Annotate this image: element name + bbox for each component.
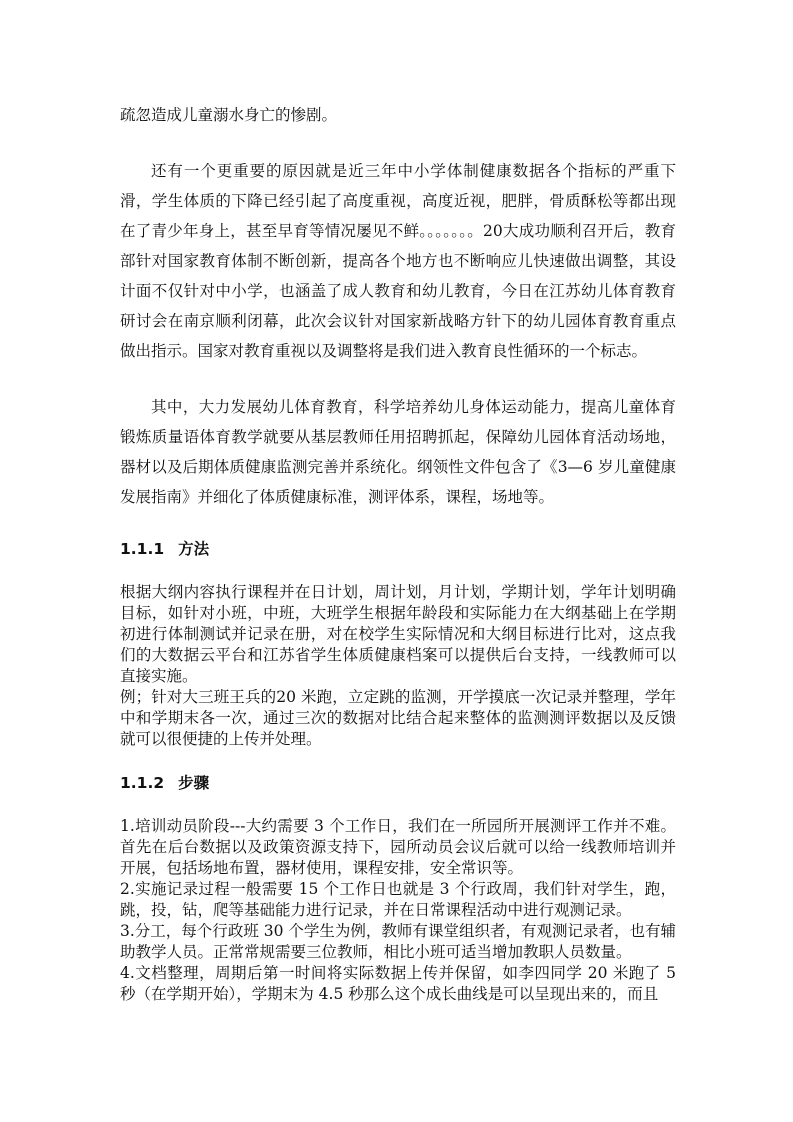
spacer [120, 130, 676, 156]
section-heading-method [120, 538, 676, 560]
section-number: 1.1.2 [120, 774, 165, 792]
spacer [120, 794, 676, 816]
step-item: 3.分工，每个行政班 30 个学生为例，教师有课堂组织者，有观测记录者，也有辅助教学人员。正常常规需要三位教师，相比小班可适当增加教职人员数量。 [120, 922, 676, 961]
section-title: 步骤 [178, 774, 210, 792]
spacer [120, 750, 676, 772]
spacer [120, 366, 676, 392]
paragraph-background: 还有一个更重要的原因就是近三年中小学体制健康数据各个指标的严重下滑，学生体质的下降已经引起了高度重视，高度近视，肥胖，骨质酥松等都出现在了青少年身上，甚至早育等情况屡见不鲜。。。。。。。20大成功顺利召开后，教育部针对国家教育体制不断创新，提高各个地方也不断响应儿快速做出调整，其设计面不仅针对中小学，也涵盖了成人教育和幼儿教育，今日在江苏幼儿体育教育研讨会在南京顺利闭幕，此次会议针对国家新战略方针下的幼儿园体育教育重点做出指示。国家对教育重视以及调整将是我们进入教育良性循环的一个标志。 [120, 162, 676, 360]
section-number: 1.1.1 [120, 540, 165, 558]
opening-line: 疏忽造成儿童溺水身亡的惨剧。 [120, 106, 338, 124]
step-item: 2.实施记录过程一般需要 15 个工作日也就是 3 个行政周，我们针对学生，跑，跳，投，钻，爬等基础能力进行记录，并在日常课程活动中进行观测记录。 [120, 880, 676, 919]
step-item: 4.文档整理，周期后第一时间将实际数据上传并保留，如李四同学 20 米跑了 5 秒（在学期开始），学期末为 4.5 秒那么这个成长曲线是可以呈现出来的，而且 [120, 964, 676, 1003]
document-body [120, 100, 676, 1005]
paragraph-development: 其中，大力发展幼儿体育教育，科学培养幼儿身体运动能力，提高儿童体育锻炼质量语体育教学就要从基层教师任用招聘抓起，保障幼儿园体育活动场地，器材以及后期体质健康监测完善并系统化。纲领性文件包含了《3—6 岁儿童健康发展指南》并细化了体质健康标准，测评体系，课程，场地等。 [120, 398, 676, 506]
step-item: 1.培训动员阶段---大约需要 3 个工作日，我们在一所园所开展测评工作并不难。首先在后台数据以及政策资源支持下，园所动员会议后就可以给一线教师培训并开展，包括场地布置，器材使用，课程安排，安全常识等。 [120, 817, 676, 877]
section-heading-steps [120, 772, 676, 794]
spacer [120, 560, 676, 582]
spacer [120, 512, 676, 538]
method-text: 根据大纲内容执行课程并在日计划，周计划，月计划，学期计划，学年计划明确目标，如针对小班，中班，大班学生根据年龄段和实际能力在大纲基础上在学期初进行体制测试并记录在册，对在校学生实际情况和大纲目标进行比对，这点我们的大数据云平台和江苏省学生体质健康档案可以提供后台支持，一线教师可以直接实施。 [120, 583, 676, 685]
section-title: 方法 [178, 540, 210, 558]
method-example: 例；针对大三班王兵的20 米跑，立定跳的监测，开学摸底一次记录并整理，学年中和学期末各一次，通过三次的数据对比结合起来整体的监测测评数据以及反馈就可以很便捷的上传并处理。 [120, 688, 676, 748]
